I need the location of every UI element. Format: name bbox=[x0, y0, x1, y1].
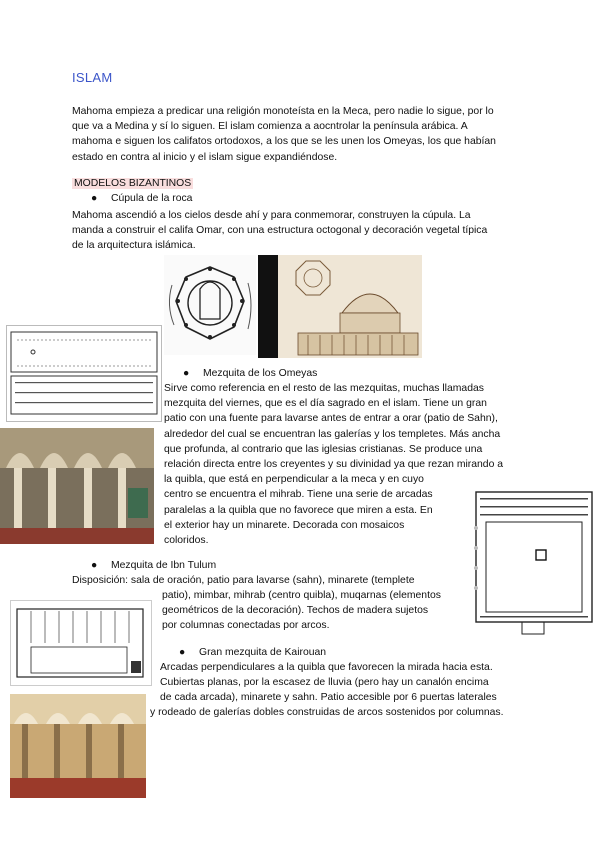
intro-line: estado en contra al inicio y el islam sigue expandiéndose. bbox=[72, 151, 338, 163]
ibn-tulum-line-first: Disposición: sala de oración, patio para lavarse (sahn), minarete (templete bbox=[72, 575, 415, 586]
kairouan-bullet-label: Gran mezquita de Kairouan bbox=[199, 647, 327, 658]
omeyas-line: centro se encuentra el mihrab. Tiene una serie de arcadas bbox=[164, 489, 433, 501]
section-heading: MODELOS BIZANTINOS bbox=[74, 178, 192, 189]
cupula-line: Mahoma ascendió a los cielos desde ahí y para conmemorar, construyen la cúpula. La bbox=[72, 210, 471, 221]
kairouan-paragraph bbox=[160, 660, 528, 706]
omeyas-line: que profunda, al contrario que las iglesias cristianas. Se produce una bbox=[164, 443, 483, 455]
kairouan-bullet bbox=[179, 647, 326, 658]
dome-plan-sketch-image bbox=[164, 255, 256, 355]
omeyas-line: paralelas a la quibla que no favorece que miren a esta. En bbox=[164, 504, 433, 516]
omeyas-line: relación directa entre los creyentes y su divinidad ya que rezan mirando a bbox=[164, 459, 504, 471]
kairouan-line: Cubiertas planas, por la escasez de lluvia (pero hay un canalón encima bbox=[160, 677, 489, 689]
kairouan-line-last: y rodeado de galerías dobles construidas de arcos sostenidos por columnas. bbox=[150, 707, 504, 718]
ibn-tulum-bullet-label: Mezquita de Ibn Tulum bbox=[111, 560, 217, 571]
kairouan-line: Arcadas perpendiculares a la quibla que favorecen la mirada hacia esta. bbox=[160, 662, 493, 673]
cupula-paragraph bbox=[72, 208, 529, 254]
intro-line: Mahoma empieza a predicar una religión monoteísta en la Meca, pero nadie lo sigue, por lo bbox=[72, 106, 494, 117]
intro-paragraph bbox=[72, 104, 529, 165]
ibn-tulum-line: por columnas conectadas por arcos. bbox=[162, 620, 330, 632]
bullet-dot: ● bbox=[179, 647, 186, 658]
ibn-tulum-paragraph bbox=[162, 588, 462, 634]
omeyas-bullet-label: Mezquita de los Omeyas bbox=[203, 368, 318, 379]
ibn-tulum-plan-image bbox=[472, 488, 596, 638]
omeyas-line: la quibla, que está en perpendicular a la meca y en cuyo bbox=[164, 474, 424, 486]
kairouan-plan-image bbox=[10, 600, 152, 686]
omeyas-line: alrededor del cual se encuentran las galerías y los templetes. Más ancha bbox=[164, 428, 501, 440]
omeyas-line: el exterior hay un minarete. Decorada con mosaicos bbox=[164, 519, 405, 531]
cupula-line: de la arquitectura islámica. bbox=[72, 240, 196, 252]
intro-line: mahoma e siguen los califatos ortodoxos, a los que se les unen los Omeyas, los que habían bbox=[72, 136, 496, 148]
ibn-tulum-line: patio), mimbar, mihrab (centro quibla), muqarnas (elementos bbox=[162, 590, 441, 601]
omeyas-line: mezquita del viernes, que es el día sagrado en el islam. Tiene un gran bbox=[164, 398, 487, 410]
dome-engraving-image bbox=[258, 255, 422, 358]
omeyas-bullet bbox=[183, 368, 317, 379]
bullet-dot: ● bbox=[91, 560, 98, 571]
intro-line: que va a Medina y sí lo siguen. El islam comienza a aocntrolar la península arábica. A bbox=[72, 121, 468, 133]
kairouan-line: de cada arcada), minarete y sahn. Patio accesible por 6 puertas laterales bbox=[160, 692, 497, 704]
kairouan-interior-photo bbox=[10, 694, 146, 798]
bullet-dot: ● bbox=[183, 368, 190, 379]
bullet-dot: ● bbox=[91, 193, 98, 204]
cupula-line: manda a construir el califa Omar, con una estructura octogonal y decoración vegetal típica bbox=[72, 225, 488, 237]
omeyas-interior-photo bbox=[0, 428, 154, 544]
omeyas-line: Sirve como referencia en el resto de las mezquitas, muchas llamadas bbox=[164, 383, 484, 394]
cupula-bullet bbox=[91, 193, 192, 204]
cupula-bullet-label: Cúpula de la roca bbox=[111, 193, 193, 204]
omeyas-plan-image bbox=[6, 325, 162, 422]
ibn-tulum-line: geométricos de la decoración). Techos de madera sujetos bbox=[162, 605, 429, 617]
page-title: ISLAM bbox=[72, 70, 113, 85]
omeyas-line: coloridos. bbox=[164, 535, 209, 547]
ibn-tulum-bullet bbox=[91, 560, 216, 571]
omeyas-line: patio con una fuente para lavarse antes de entrar a orar (patio de Sahn), bbox=[164, 413, 498, 425]
